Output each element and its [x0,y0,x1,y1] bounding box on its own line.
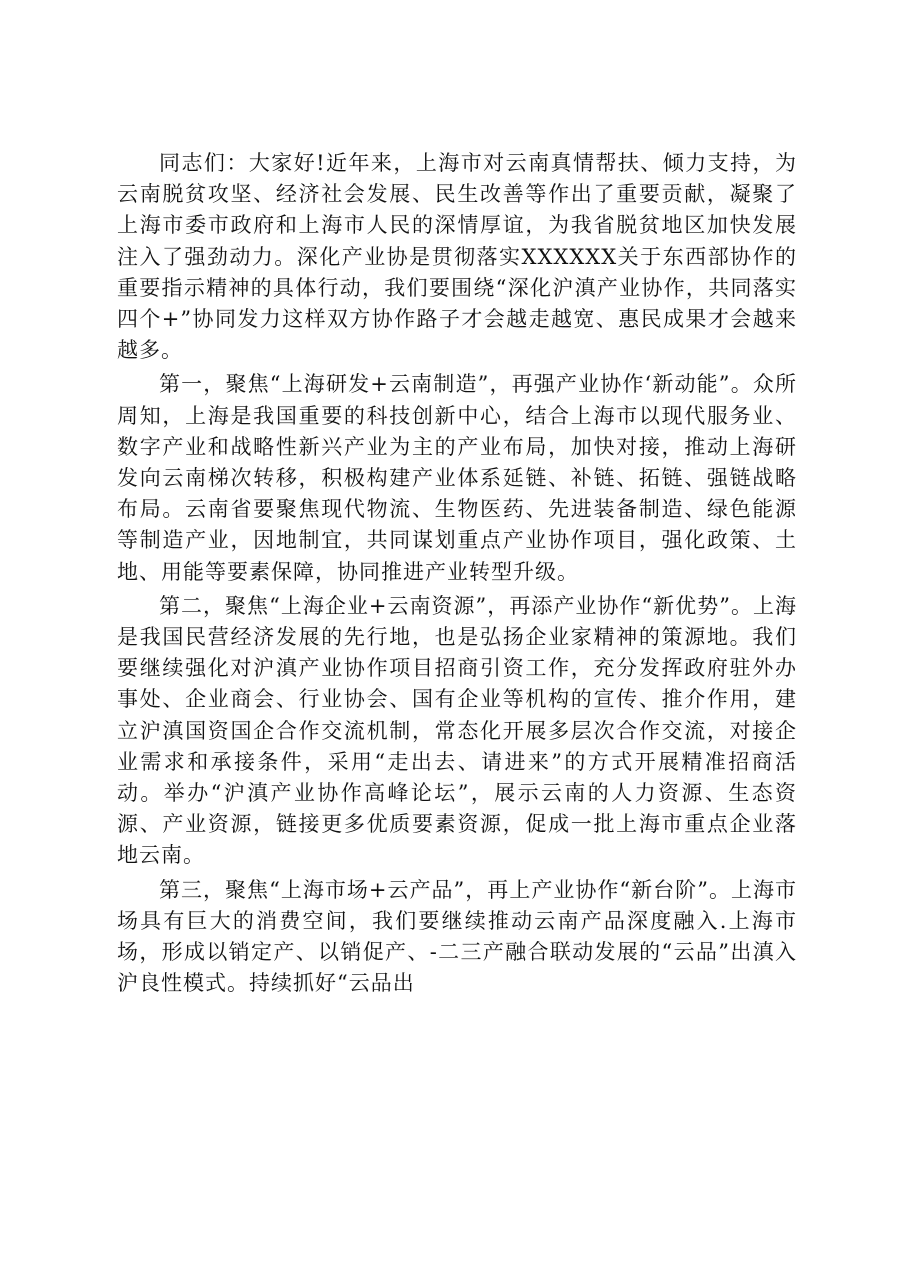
paragraph-third-point: 第三，聚焦“上海市场+云产品”，再上产业协作“新台阶”。上海市场具有巨大的消费空间，我们要继续推动云南产品深度融入.上海市场，形成以销定产、以销促产、-二三产融合联动发展的“云品”出滇入沪良性模式。持续抓好“云品出 [117,877,797,996]
paragraph-first-point: 第一，聚焦“上海研发+云南制造”，再强产业协作‘新动能”。众所周知，上海是我国重要的科技创新中心，结合上海市以现代服务业、数字产业和战略性新兴产业为主的产业布局，加快对接，推动上海研发向云南梯次转移，积极构建产业体系延链、补链、拓链、强链战略布局。云南省要聚焦现代物流、生物医药、先进装备制造、绿色能源等制造产业，因地制宜，共同谋划重点产业协作项目，强化政策、土地、用能等要素保障，协同推进产业转型升级。 [117,372,797,584]
paragraph-opening: 同志们：大家好!近年来，上海市对云南真情帮扶、倾力支持，为云南脱贫攻坚、经济社会发展、民生改善等作出了重要贡献，凝聚了上海市委市政府和上海市人民的深情厚谊，为我省脱贫地区加快发展注入了强劲动力。深化产业协是贯彻落实XXXXXX关于东西部协作的重要指示精神的具体行动，我们要围绕“深化沪滇产业协作，共同落实四个+”协同发力这样双方协作路子才会越走越宽、惠民成果才会越来越多。 [117,151,797,363]
document-body [117,148,797,999]
paragraph-second-point: 第二，聚焦“上海企业+云南资源”，再添产业协作“新优势”。上海是我国民营经济发展的先行地，也是弘扬企业家精神的策源地。我们要继续强化对沪滇产业协作项目招商引资工作，充分发挥政府驻外办事处、企业商会、行业协会、国有企业等机构的宣传、推介作用，建立沪滇国资国企合作交流机制，常态化开展多层次合作交流，对接企业需求和承接条件，采用“走出去、请进来”的方式开展精准招商活动。举办“沪滇产业协作高峰论坛”，展示云南的人力资源、生态资源、产业资源，链接更多优质要素资源，促成一批上海市重点企业落地云南。 [117,593,797,868]
